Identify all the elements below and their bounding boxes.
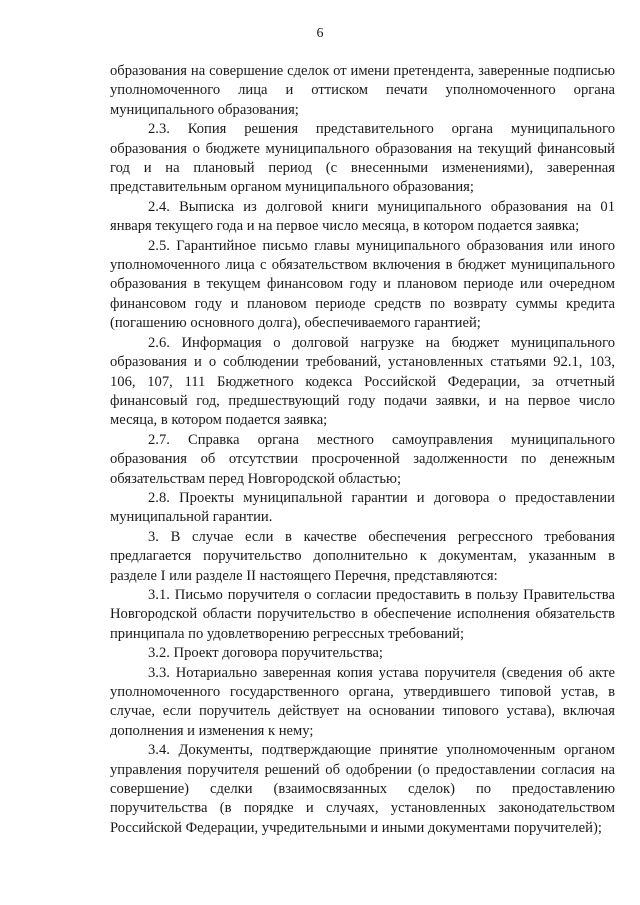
paragraph: 3.2. Проект договора поручительства; [148, 645, 383, 662]
document-body [110, 62, 615, 838]
paragraph: 2.4. Выписка из долговой книги муниципального образования на 01 января текущего года и на первое число месяца, в котором подается заявка; [110, 198, 615, 235]
paragraph: 2.6. Информация о долговой нагрузке на бюджет муниципального образования и о соблюдении требований, установленных статьями 92.1, 103, 106, 107, 111 Бюджетного кодекса Российской Федерации, за отчетный финансовый год, предшествующий году подачи заявки, и на первое число месяца, в котором подается заявка; [110, 334, 615, 429]
paragraph: 3.3. Нотариально заверенная копия устава поручителя (сведения об акте уполномоченного государственного органа, утвердившего типовой устав, в случае, если поручитель действует на основании типового устава), включая дополнения и изменения к нему; [110, 664, 615, 739]
paragraph: 2.5. Гарантийное письмо главы муниципального образования или иного уполномоченного лица с обязательством включения в бюджет муниципального образования в текущем финансовом году и плановом периоде или очередном финансовом году и плановом периоде средств по возврату суммы кредита (погашению основного долга), обеспечиваемого гарантией; [110, 237, 615, 332]
paragraph: 2.8. Проекты муниципальной гарантии и договора о предоставлении муниципальной гарантии. [110, 489, 615, 526]
paragraph: 2.3. Копия решения представительного органа муниципального образования о бюджете муниципального образования на текущий финансовый год и на плановый период (с внесенными изменениями), заверенная представительным органом муниципального образования; [110, 121, 615, 196]
paragraph: 3. В случае если в качестве обеспечения регрессного требования предлагается поручительство дополнительно к документам, указанным в разделе I или разделе II настоящего Перечня, представляются: [110, 528, 615, 584]
paragraph: 3.4. Документы, подтверждающие принятие уполномоченным органом управления поручителя решений об одобрении (о предоставлении согласия на совершение) сделки (взаимосвязанных сделок) по предоставлению поручительства (в порядке и случаях, установленных законодательством Российской Федерации, учредительными и иными документами поручителей); [110, 742, 615, 836]
page-number: 6 [316, 26, 324, 41]
paragraph: образования на совершение сделок от имени претендента, заверенные подписью уполномоченного лица и оттиском печати уполномоченного органа муниципального образования; [110, 63, 615, 118]
paragraph: 2.7. Справка органа местного самоуправления муниципального образования об отсутствии просроченной задолженности по денежным обязательствам перед Новгородской областью; [110, 431, 615, 487]
paragraph: 3.1. Письмо поручителя о согласии предоставить в пользу Правительства Новгородской области поручительство в обеспечение исполнения обязательств принципала по удовлетворению регрессных требований; [110, 586, 615, 642]
